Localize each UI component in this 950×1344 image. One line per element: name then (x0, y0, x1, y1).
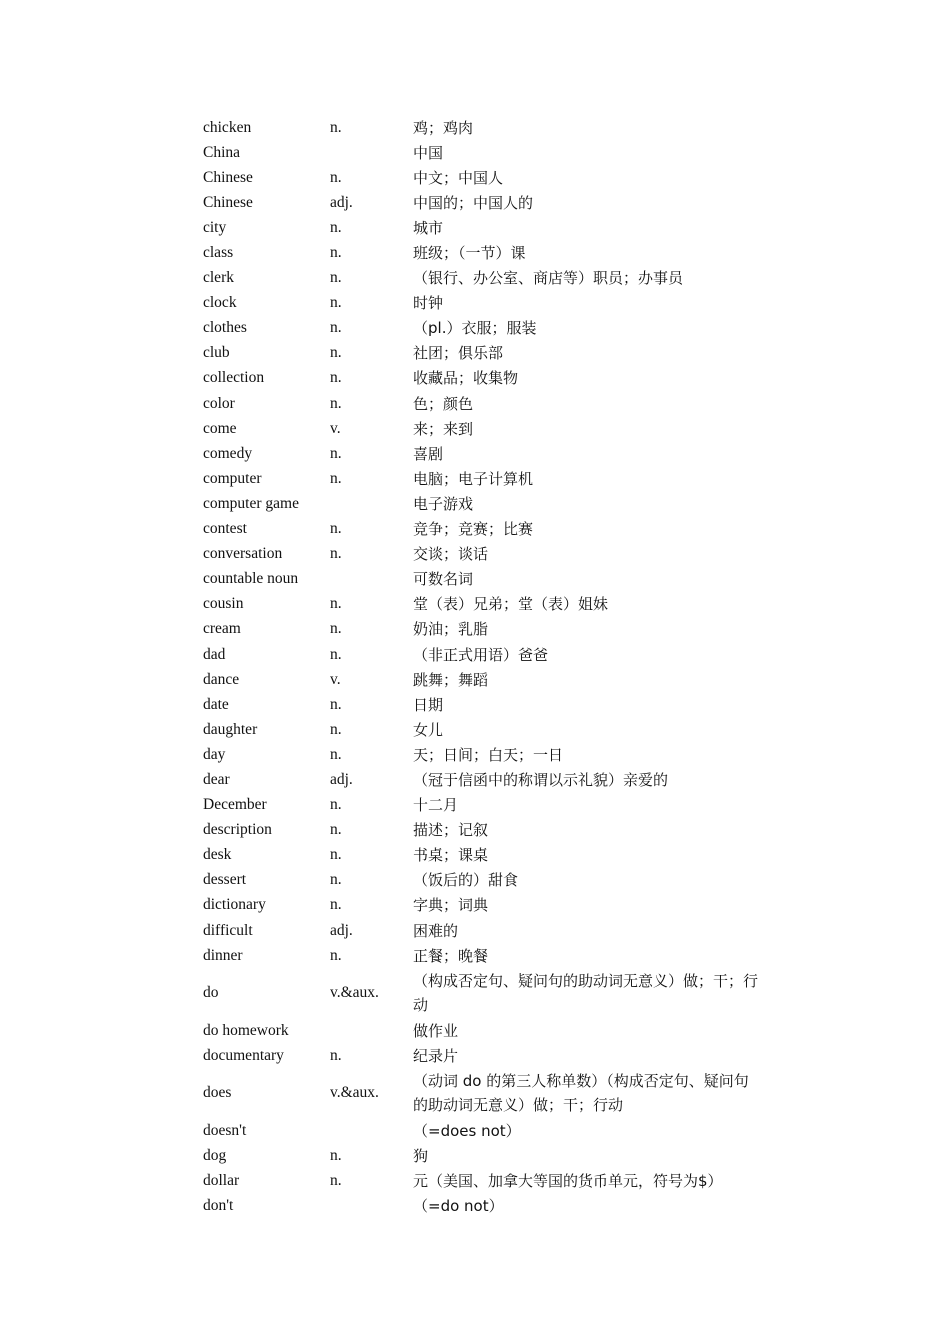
vocabulary-table (202, 115, 762, 1219)
vocab-definition: 十二月 (413, 796, 459, 815)
vocab-part-of-speech: n. (330, 846, 342, 864)
vocab-row (202, 341, 762, 366)
vocab-definition: 中国的；中国人的 (413, 193, 534, 212)
vocab-part-of-speech: n. (330, 645, 342, 663)
vocab-word: does (203, 1084, 232, 1102)
vocab-row (202, 1018, 762, 1043)
vocab-row (202, 692, 762, 717)
vocab-part-of-speech: n. (330, 1147, 342, 1165)
vocab-word: date (203, 695, 229, 713)
vocab-row (202, 1118, 762, 1143)
vocab-row (202, 868, 762, 893)
vocab-row (202, 240, 762, 265)
vocab-row (202, 316, 762, 341)
vocab-row (202, 567, 762, 592)
vocab-definition: 字典；词典 (413, 896, 489, 915)
vocab-word: countable noun (203, 570, 299, 588)
vocab-word: dollar (203, 1172, 240, 1190)
vocab-part-of-speech: n. (330, 469, 342, 487)
vocab-definition: 中文；中国人 (413, 168, 504, 187)
vocab-row (202, 893, 762, 918)
vocab-definition: 天；日间；白天；一日 (413, 745, 564, 764)
vocab-definition: 狗 (413, 1147, 429, 1166)
vocab-word: do homework (203, 1021, 289, 1039)
vocab-definition: （=does not） (413, 1121, 521, 1140)
vocab-part-of-speech: n. (330, 1046, 342, 1064)
vocab-word: chicken (203, 118, 252, 136)
vocab-word: desk (203, 846, 232, 864)
vocab-word: December (203, 796, 267, 814)
vocab-row (202, 542, 762, 567)
vocab-word: difficult (203, 921, 253, 939)
vocab-definition: 描述；记叙 (413, 821, 489, 840)
vocab-row (202, 266, 762, 291)
vocab-part-of-speech: n. (330, 796, 342, 814)
vocab-word: come (203, 419, 237, 437)
vocab-row (202, 592, 762, 617)
vocab-word: description (203, 821, 272, 839)
vocab-word: clothes (203, 319, 247, 337)
vocab-part-of-speech (330, 1194, 411, 1219)
vocab-word: conversation (203, 545, 283, 563)
vocab-definition: 跳舞；舞蹈 (413, 670, 489, 689)
vocab-definition: 电脑；电子计算机 (413, 469, 534, 488)
vocab-part-of-speech: n. (330, 369, 342, 387)
vocab-word: dictionary (203, 896, 266, 914)
vocab-row (202, 115, 762, 140)
vocab-part-of-speech (330, 1118, 411, 1143)
vocab-part-of-speech: n. (330, 294, 342, 312)
vocab-row (202, 818, 762, 843)
vocab-definition: 元（美国、加拿大等国的货币单元，符号为$） (413, 1172, 723, 1191)
vocab-word: Chinese (203, 193, 253, 211)
vocab-word: comedy (203, 444, 253, 462)
vocab-row (202, 165, 762, 190)
vocab-word: daughter (203, 720, 258, 738)
vocab-part-of-speech: n. (330, 444, 342, 462)
vocab-row (202, 968, 762, 1018)
vocab-row (202, 843, 762, 868)
vocabulary-list (202, 115, 762, 1219)
vocab-definition: 城市 (413, 218, 444, 237)
vocab-part-of-speech: n. (330, 269, 342, 287)
vocab-definition: （饭后的）甜食 (413, 871, 519, 890)
vocab-row (202, 767, 762, 792)
vocab-part-of-speech: n. (330, 871, 342, 889)
vocab-part-of-speech (330, 140, 411, 165)
vocab-part-of-speech: adj. (330, 770, 353, 788)
vocab-part-of-speech: n. (330, 720, 342, 738)
vocab-word: cousin (203, 595, 244, 613)
vocab-definition: 收藏品；收集物 (413, 369, 519, 388)
vocab-word: club (203, 344, 230, 362)
vocab-row (202, 1068, 762, 1118)
vocab-row (202, 466, 762, 491)
vocab-part-of-speech: n. (330, 946, 342, 964)
vocab-row (202, 1143, 762, 1168)
vocab-definition: （非正式用语）爸爸 (413, 645, 549, 664)
vocab-row (202, 140, 762, 165)
vocab-word: clerk (203, 269, 234, 287)
vocab-part-of-speech: n. (330, 344, 342, 362)
vocab-word: Chinese (203, 168, 253, 186)
vocab-definition: 喜剧 (413, 444, 444, 463)
vocab-part-of-speech: n. (330, 1172, 342, 1190)
vocab-part-of-speech: v.&aux. (330, 1084, 379, 1102)
vocab-definition: （=do not） (413, 1197, 504, 1216)
vocab-definition: 困难的 (413, 921, 459, 940)
vocab-row (202, 391, 762, 416)
vocab-row (202, 215, 762, 240)
vocab-row (202, 918, 762, 943)
vocab-definition: 来；来到 (413, 419, 474, 438)
vocab-part-of-speech: n. (330, 821, 342, 839)
vocab-definition: 竞争；竞赛；比赛 (413, 520, 534, 539)
vocab-definition: 做作业 (413, 1021, 459, 1040)
vocab-word: doesn't (203, 1121, 247, 1139)
vocab-part-of-speech: n. (330, 244, 342, 262)
vocab-definition: 中国 (413, 143, 444, 162)
vocab-row (202, 717, 762, 742)
vocab-word: dessert (203, 871, 247, 889)
vocab-definition: 正餐；晚餐 (413, 946, 489, 965)
vocab-row (202, 416, 762, 441)
vocab-part-of-speech: n. (330, 745, 342, 763)
vocab-definition: （冠于信函中的称谓以示礼貌）亲爱的 (413, 770, 669, 789)
vocab-word: contest (203, 520, 247, 538)
vocab-word: documentary (203, 1046, 284, 1064)
vocab-row (202, 366, 762, 391)
vocab-word: computer game (203, 494, 299, 512)
vocab-part-of-speech: n. (330, 520, 342, 538)
vocab-part-of-speech: adj. (330, 921, 353, 939)
vocab-part-of-speech: n. (330, 620, 342, 638)
vocab-row (202, 441, 762, 466)
vocab-row (202, 291, 762, 316)
vocab-part-of-speech: n. (330, 695, 342, 713)
vocab-part-of-speech: n. (330, 168, 342, 186)
vocab-row (202, 491, 762, 516)
vocab-word: city (203, 218, 227, 236)
vocab-row (202, 617, 762, 642)
vocab-word: dance (203, 670, 240, 688)
vocab-definition: 鸡；鸡肉 (413, 118, 474, 137)
vocab-definition: 电子游戏 (413, 494, 474, 513)
vocab-part-of-speech: n. (330, 896, 342, 914)
vocab-part-of-speech: v. (330, 419, 341, 437)
vocab-word: class (203, 244, 234, 262)
vocab-word: computer (203, 469, 262, 487)
vocab-definition: 色；颜色 (413, 394, 474, 413)
vocab-part-of-speech: n. (330, 545, 342, 563)
vocab-word: dad (203, 645, 226, 663)
vocab-row (202, 793, 762, 818)
vocab-word: day (203, 745, 226, 763)
vocab-word: dog (203, 1147, 227, 1165)
vocab-part-of-speech (330, 1018, 411, 1043)
vocab-definition: 纪录片 (413, 1046, 459, 1065)
vocab-word: color (203, 394, 235, 412)
vocab-part-of-speech: n. (330, 595, 342, 613)
vocab-definition: 书桌；课桌 (413, 846, 489, 865)
vocab-definition: （pl.）衣服；服装 (413, 319, 537, 338)
vocab-part-of-speech: v. (330, 670, 341, 688)
vocab-definition: 女儿 (413, 720, 444, 739)
vocab-definition: 班级；（一节）课 (413, 244, 526, 263)
vocab-word: do (203, 984, 219, 1002)
vocab-part-of-speech (330, 491, 411, 516)
vocab-word: don't (203, 1197, 234, 1215)
vocab-definition: 日期 (413, 695, 444, 714)
vocab-row (202, 190, 762, 215)
vocab-definition: 时钟 (413, 294, 444, 313)
vocab-word: cream (203, 620, 241, 638)
vocab-part-of-speech: n. (330, 319, 342, 337)
vocab-word: China (203, 143, 241, 161)
vocab-part-of-speech: v.&aux. (330, 984, 379, 1002)
vocab-row (202, 642, 762, 667)
vocab-definition: （构成否定句、疑问句的助动词无意义）做；干；行动 (413, 972, 759, 1015)
vocab-definition: 可数名词 (413, 570, 474, 589)
vocab-definition: （银行、办公室、商店等）职员；办事员 (413, 269, 684, 288)
vocab-word: dear (203, 770, 230, 788)
vocab-word: dinner (203, 946, 243, 964)
vocab-definition: 堂（表）兄弟；堂（表）姐妹 (413, 595, 609, 614)
vocab-row (202, 517, 762, 542)
vocab-row (202, 1169, 762, 1194)
vocab-part-of-speech: n. (330, 394, 342, 412)
vocab-row (202, 1194, 762, 1219)
vocab-definition: 交谈；谈话 (413, 545, 489, 564)
vocab-word: collection (203, 369, 265, 387)
vocab-row (202, 943, 762, 968)
vocab-row (202, 1043, 762, 1068)
vocab-part-of-speech: n. (330, 218, 342, 236)
vocab-part-of-speech: n. (330, 118, 342, 136)
vocab-definition: （动词 do 的第三人称单数）（构成否定句、疑问句的助动词无意义）做；干；行动 (413, 1072, 749, 1115)
vocab-definition: 奶油；乳脂 (413, 620, 489, 639)
vocab-row (202, 667, 762, 692)
vocab-word: clock (203, 294, 237, 312)
vocab-part-of-speech (330, 567, 411, 592)
vocab-part-of-speech: adj. (330, 193, 353, 211)
vocab-definition: 社团；俱乐部 (413, 344, 504, 363)
vocab-row (202, 742, 762, 767)
